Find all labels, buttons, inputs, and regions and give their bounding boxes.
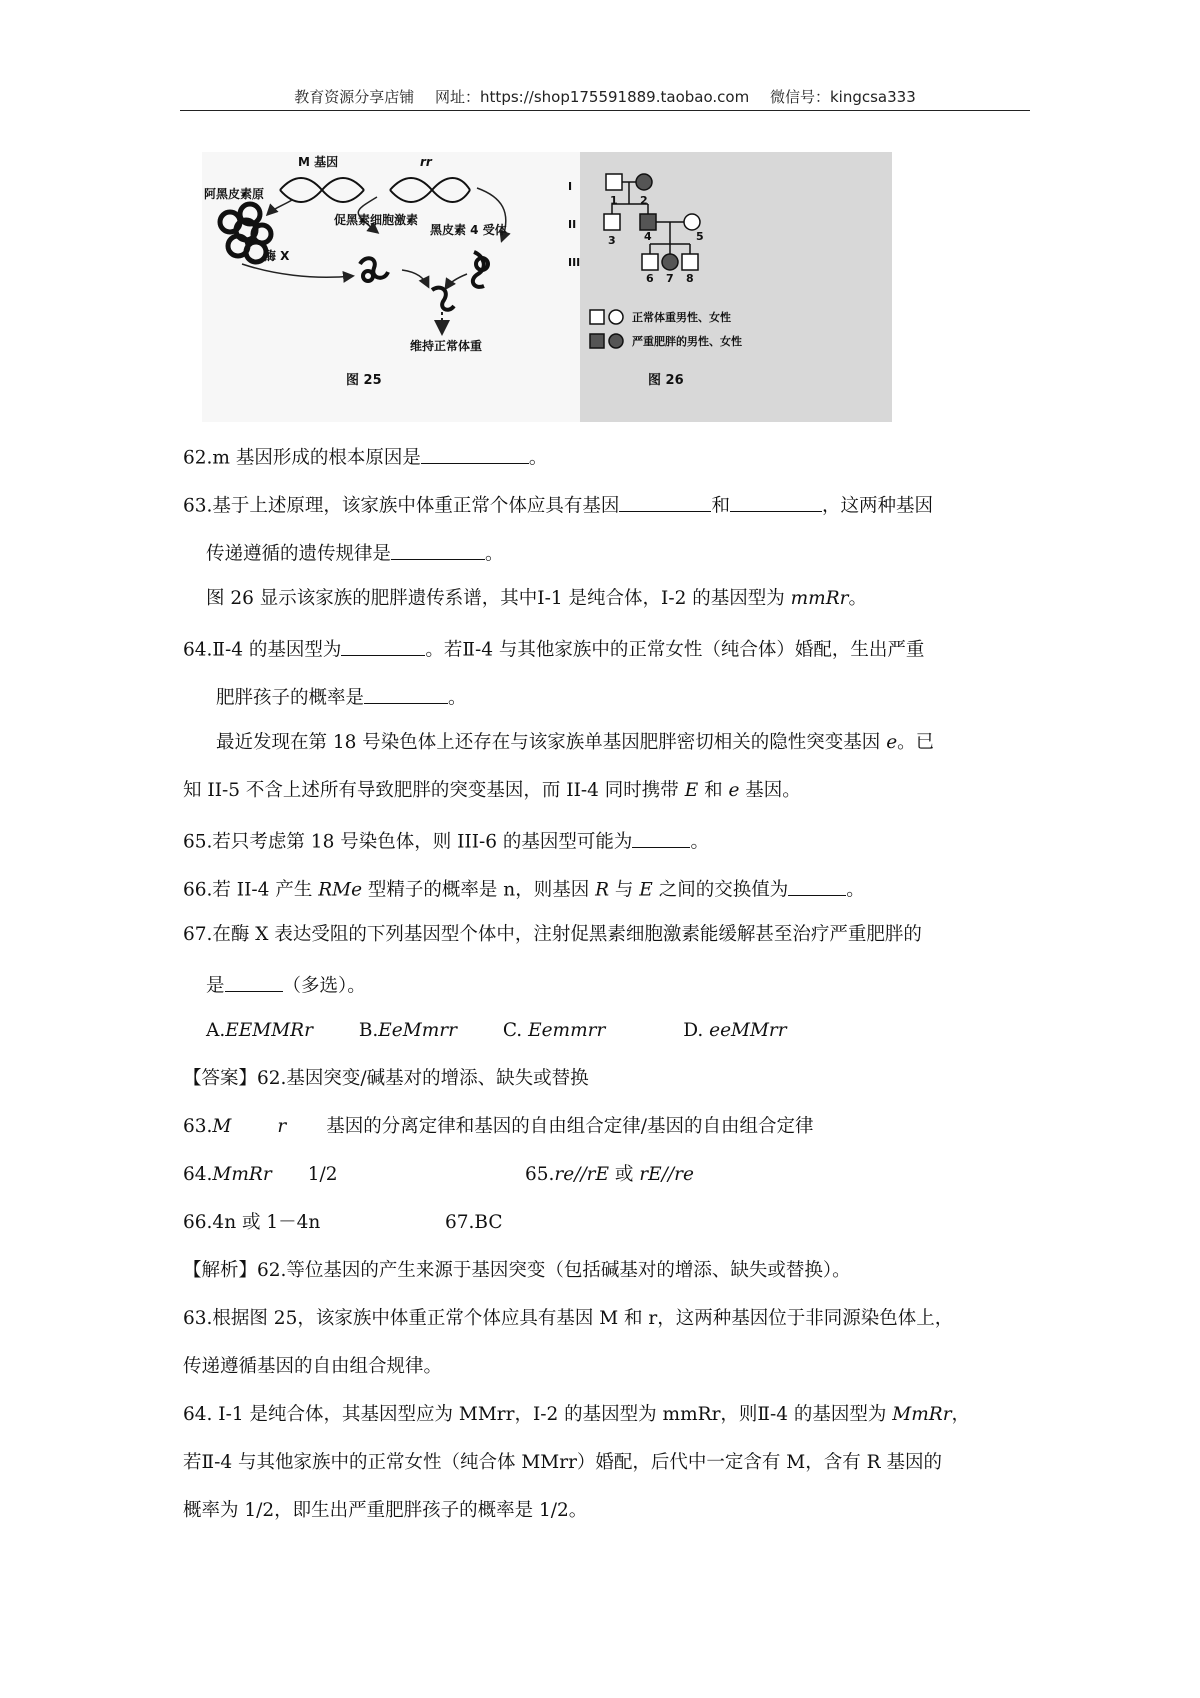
- a62-text: 【答案】62.基因突变/碱基对的增添、缺失或替换: [183, 1068, 589, 1089]
- answer-63: [183, 1116, 813, 1138]
- question-67-line1: [183, 924, 922, 946]
- j64c-text: 概率为 1/2，即生出严重肥胖孩子的概率是 1/2。: [183, 1500, 588, 1521]
- q63-mid: 和: [711, 495, 730, 517]
- figure-25-26: [202, 152, 892, 422]
- answer-65: [525, 1164, 694, 1186]
- legend-obese-male-icon: [590, 334, 604, 348]
- fig26-background: [580, 152, 892, 422]
- option-a-label: A.: [206, 1020, 226, 1041]
- individual-III-6: [642, 254, 658, 270]
- p18b-and: 和: [698, 780, 729, 801]
- paragraph-chromosome-18-line2: [183, 780, 801, 802]
- wechat-id: 微信号：kingcsa333: [769, 88, 916, 106]
- question-66: [183, 876, 865, 902]
- intro26-end: 。: [848, 588, 867, 609]
- individual-III-7: [662, 254, 678, 270]
- intro-figure-26: [206, 588, 867, 610]
- individual-III-8: [682, 254, 698, 270]
- q64b-text: 肥胖孩子的概率是: [216, 687, 365, 709]
- rr-label: rr: [420, 155, 432, 169]
- legend-normal-female-icon: [609, 310, 623, 324]
- q62-text: 62.m 基因形成的根本原因是: [183, 447, 421, 469]
- id-6: 6: [646, 272, 654, 285]
- q66-blank: [788, 876, 846, 896]
- a65-num: 65.: [525, 1164, 555, 1185]
- generation-2-label: II: [568, 218, 577, 231]
- page-header: [180, 86, 1030, 107]
- q63-text: 63.基于上述原理，该家族中体重正常个体应具有基因: [183, 495, 620, 517]
- legend-obese-label: 严重肥胖的男性、女性: [632, 335, 742, 348]
- question-63-line2: [206, 540, 504, 566]
- question-62: [183, 444, 547, 470]
- a64-num: 64.: [183, 1164, 213, 1185]
- q63-blank-2: [730, 492, 822, 512]
- intro26-genotype: mmRr: [790, 588, 849, 609]
- p18b-gene-e: e: [728, 780, 740, 801]
- a65-genotype-2: rE//re: [639, 1164, 694, 1185]
- option-b-text: EeMmrr: [378, 1020, 457, 1041]
- analysis-64-line2: [183, 1452, 942, 1474]
- shop-url: 网址：https://shop175591889.taobao.com: [435, 88, 750, 106]
- intro26-text: 图 26 显示该家族的肥胖遗传系谱，其中Ⅰ-1 是纯合体，Ⅰ-2 的基因型为: [206, 588, 791, 609]
- analysis-62: [183, 1260, 851, 1282]
- legend-obese-female-icon: [609, 334, 623, 348]
- paragraph-chromosome-18-line1: [216, 732, 934, 754]
- header-rule: [180, 110, 1030, 111]
- option-d-text: eeMMrr: [709, 1020, 787, 1041]
- individual-II-5: [684, 214, 700, 230]
- q65-text: 65.若只考虑第 18 号染色体，则 III-6 的基因型可能为: [183, 831, 633, 853]
- j64b-text: 若Ⅱ-4 与其他家族中的正常女性（纯合体 MMrr）婚配，后代中一定含有 M，含有 R 基因的: [183, 1452, 942, 1473]
- q62-blank: [421, 444, 529, 464]
- q64-blank-2: [364, 684, 448, 704]
- p18-text: 最近发现在第 18 号染色体上还存在与该家族单基因肥胖密切相关的隐性突变基因: [216, 732, 887, 753]
- p18b-gene-E: E: [684, 780, 699, 801]
- q66-gene-R: R: [595, 879, 610, 901]
- a63-gene-r: r: [277, 1116, 287, 1137]
- a67-text: 67.BC: [445, 1212, 503, 1233]
- a63-text: 基因的分离定律和基因的自由组合定律/基因的自由组合定律: [326, 1116, 814, 1137]
- enzyme-label: 酶 X: [264, 249, 290, 263]
- q67b-text: 是: [206, 975, 225, 997]
- legend-normal-label: 正常体重男性、女性: [632, 311, 731, 324]
- q64-end: 。若Ⅱ-4 与其他家族中的正常女性（纯合体）婚配，生出严重: [425, 639, 925, 661]
- a65-genotype-1: re//rE: [554, 1164, 610, 1185]
- a65-or: 或: [609, 1164, 640, 1185]
- id-1: 1: [610, 194, 618, 207]
- id-8: 8: [686, 272, 694, 285]
- j63a-text: 63.根据图 25，该家族中体重正常个体应具有基因 M 和 r，这两种基因位于非同源染色体上，: [183, 1308, 954, 1329]
- question-63-line1: [183, 492, 933, 518]
- q63-blank-3: [391, 540, 485, 560]
- j64a-text: 64. Ⅰ-1 是纯合体，其基因型应为 MMrr，Ⅰ-2 的基因型为 mmRr，则Ⅱ-4 的基因型为: [183, 1404, 893, 1425]
- shop-name: 教育资源分享店铺: [294, 88, 415, 106]
- generation-3-label: III: [568, 256, 581, 269]
- analysis-63-line1: [183, 1308, 953, 1330]
- q66-text-a: 66.若 II-4 产生: [183, 879, 319, 901]
- option-c-text: Eemmrr: [528, 1020, 606, 1041]
- question-65: [183, 828, 709, 854]
- q66-genotype: RMe: [318, 879, 363, 901]
- result-label: 维持正常体重: [410, 339, 483, 353]
- q66-text-b: 型精子的概率是 n，则基因: [362, 879, 596, 901]
- a63-gene-M: M: [212, 1116, 232, 1137]
- q63-end: ，这两种基因: [821, 495, 933, 517]
- option-a: [206, 1020, 313, 1041]
- m-gene-label: M 基因: [298, 155, 339, 169]
- question-64-line1: [183, 636, 924, 662]
- q63b-text: 传递遵循的遗传规律是: [206, 543, 392, 565]
- individual-I-1: [606, 174, 622, 190]
- a64-genotype: MmRr: [212, 1164, 272, 1185]
- individual-II-3: [604, 214, 620, 230]
- option-b-label: B.: [358, 1020, 379, 1041]
- question-67-line2: [206, 972, 366, 998]
- q63-blank-1: [619, 492, 711, 512]
- p18b-end: 基因。: [739, 780, 801, 801]
- legend-normal-male-icon: [590, 310, 604, 324]
- q62-end: 。: [528, 447, 548, 469]
- j63b-text: 传递遵循基因的自由组合规律。: [183, 1356, 443, 1377]
- q63b-end: 。: [485, 543, 504, 565]
- analysis-63-line2: [183, 1356, 442, 1378]
- q66-text-d: 之间的交换值为: [652, 879, 789, 901]
- answer-66-67: [183, 1212, 503, 1234]
- individual-II-4: [640, 214, 656, 230]
- fig25-caption: 图 25: [346, 373, 382, 388]
- id-4: 4: [644, 230, 652, 243]
- j62-text: 【解析】62.等位基因的产生来源于基因突变（包括碱基对的增添、缺失或替换）。: [183, 1260, 851, 1281]
- p18-gene-e: e: [886, 732, 898, 753]
- option-d: [683, 1020, 786, 1041]
- id-7: 7: [666, 272, 674, 285]
- a66-text: 66.4n 或 1－4n: [183, 1212, 321, 1233]
- analysis-64-line1: [183, 1404, 970, 1426]
- fig26-caption: 图 26: [648, 373, 684, 388]
- q65-end: 。: [690, 831, 709, 853]
- option-c: [503, 1020, 606, 1041]
- a64-probability: 1/2: [307, 1164, 338, 1185]
- receptor-label: 黑皮素 4 受体: [430, 223, 507, 237]
- option-d-label: D.: [683, 1020, 710, 1041]
- msh-label: 促黑素细胞激素: [334, 213, 419, 227]
- q67-blank: [225, 972, 283, 992]
- p18b-text: 知 II-5 不含上述所有导致肥胖的突变基因，而 II-4 同时携带: [183, 780, 685, 801]
- q66-gene-E: E: [639, 879, 653, 901]
- q64-text: 64.Ⅱ-4 的基因型为: [183, 639, 342, 661]
- q64-blank-1: [341, 636, 425, 656]
- individual-I-2: [636, 174, 652, 190]
- answer-64-65: [183, 1164, 694, 1186]
- p18-end: 。已: [897, 732, 935, 753]
- option-c-label: C.: [502, 1020, 529, 1041]
- generation-1-label: I: [568, 180, 573, 193]
- q66-end: 。: [846, 879, 865, 901]
- id-2: 2: [640, 194, 648, 207]
- id-5: 5: [696, 230, 704, 243]
- q65-blank: [632, 828, 690, 848]
- option-a-text: EEMMRr: [225, 1020, 313, 1041]
- precursor-label: 阿黑皮素原: [204, 187, 265, 201]
- q67-text: 67.在酶 X 表达受阻的下列基因型个体中，注射促黑素细胞激素能缓解甚至治疗严重肥胖的: [183, 924, 922, 945]
- q67b-end: （多选）。: [282, 975, 366, 997]
- question-64-line2: [216, 684, 467, 710]
- answer-62: [183, 1068, 589, 1090]
- a63-num: 63.: [183, 1116, 213, 1137]
- j64a-genotype: MmRr: [892, 1404, 952, 1425]
- q66-text-c: 与: [609, 879, 640, 901]
- question-67-options: [206, 1020, 787, 1042]
- q64b-end: 。: [448, 687, 467, 709]
- id-3: 3: [608, 234, 616, 247]
- analysis-64-line3: [183, 1500, 587, 1522]
- option-b: [359, 1020, 457, 1041]
- j64a-end: ，: [951, 1404, 971, 1425]
